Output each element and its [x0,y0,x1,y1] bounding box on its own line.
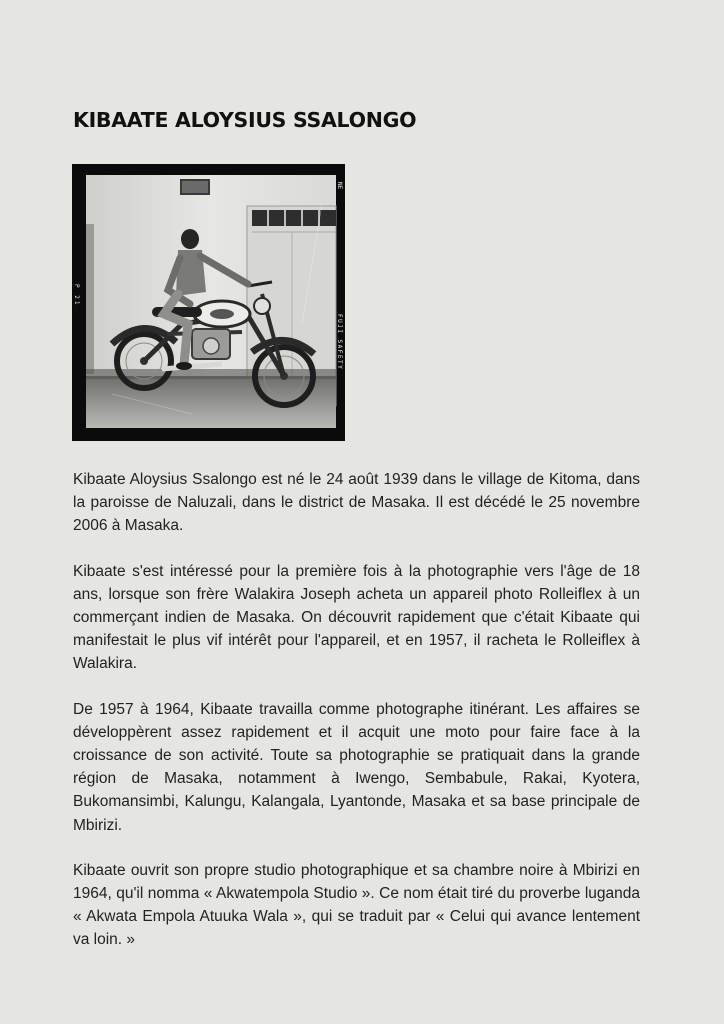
paragraph-studio: Kibaate ouvrit son propre studio photographique et sa chambre noire à Mbirizi en 1964, qu'il nomma « Akwatempola Studio ». Ce nom était tiré du proverbe luganda « Akwata Empola Atuuka Wala », qui se traduit par « Celui qui avance lentement va loin. » [73,861,640,949]
film-photograph [72,164,345,441]
paragraph-itinerant-work: De 1957 à 1964, Kibaate travailla comme photographe itinérant. Les affaires se développèrent assez rapidement et il acquit une moto pour faire face à la croissance de son activité. Toute sa photographie se pratiquait dans la grande région de Masaka, notamment à Iwengo, Sembabule, Rakai, Kyotera, Bukomansimbi, Kalungu, Kalangala, Lyantonde, Masaka et sa base principale de Mbirizi. [73,700,640,834]
body-text [73,468,640,974]
film-edge-label-brand: FUJI SAFETY [336,314,343,371]
paragraph-first-camera: Kibaate s'est intéressé pour la première fois à la photographie vers l'âge de 18 ans, lorsque son frère Walakira Joseph acheta un appareil photo Rolleiflex à un commerçant indien de Masaka. On découvrit rapidement que c'était Kibaate qui manifestait le plus vif intérêt pour l'appareil, et en 1957, il racheta le Rolleiflex à Walakira. [73,562,640,673]
page-title: KIBAATE ALOYSIUS SSALONGO [73,108,417,132]
film-edge-label-left: P 21 [73,284,80,307]
film-edge-label-top: NE [336,182,343,190]
paragraph-biography-birth: Kibaate Aloysius Ssalongo est né le 24 août 1939 dans le village de Kitoma, dans la paroisse de Naluzali, dans le district de Masaka. Il est décédé le 25 novembre 2006 à Masaka. [73,471,640,535]
photo-image [72,164,345,441]
